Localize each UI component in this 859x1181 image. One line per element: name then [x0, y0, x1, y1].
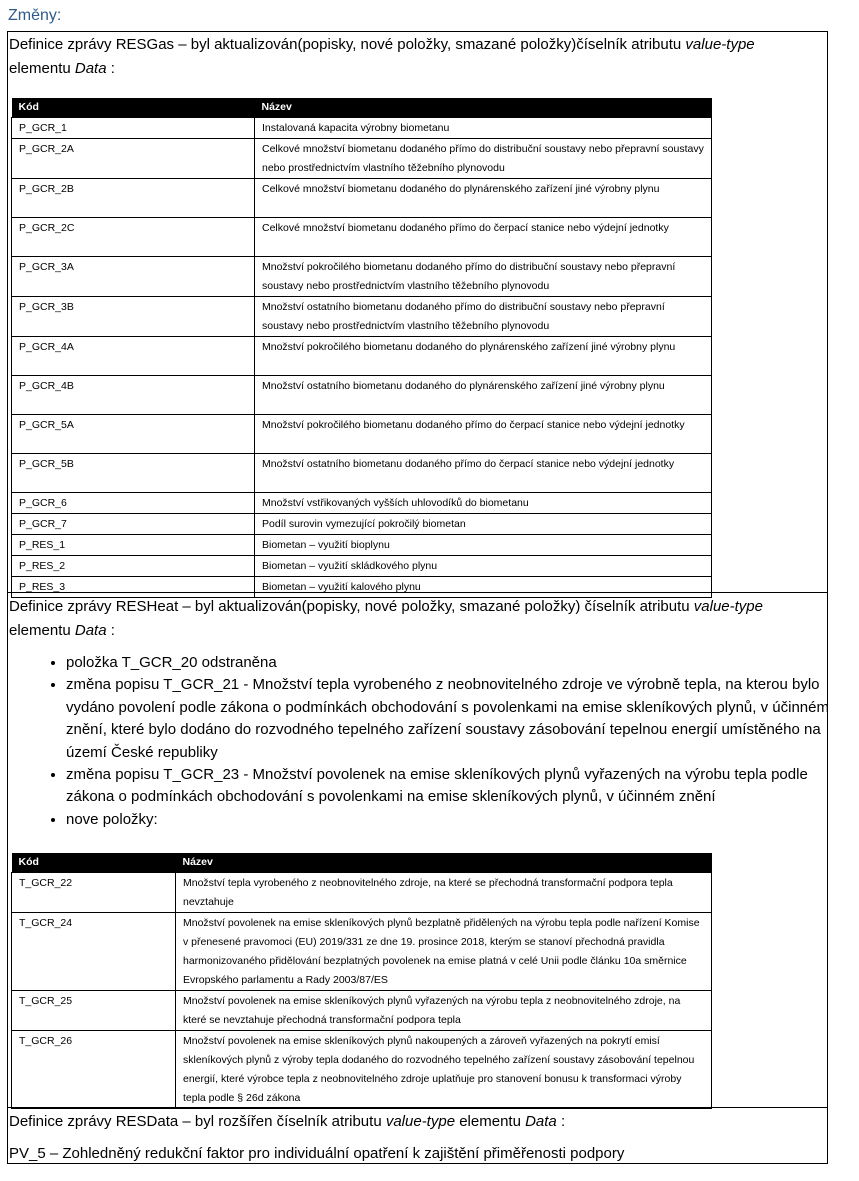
row-code: P_GCR_4A	[12, 337, 255, 376]
page-title: Změny:	[8, 7, 62, 24]
resgas-intro	[9, 33, 819, 81]
table-row	[12, 1031, 712, 1109]
resheat-code-table	[11, 853, 712, 1109]
row-code: P_GCR_5A	[12, 415, 255, 454]
row-name: Množství pokročilého biometanu dodaného do plynárenského zařízení jiné výrobny plynu	[255, 337, 712, 376]
intro-text: elementu	[9, 622, 75, 639]
row-code: P_GCR_5B	[12, 454, 255, 493]
resheat-intro	[9, 595, 819, 643]
row-code: P_GCR_3B	[12, 297, 255, 337]
intro-attribute: value-type	[385, 1113, 456, 1130]
intro-attribute: value-type	[693, 598, 763, 615]
row-name: Množství pokročilého biometanu dodaného přímo do distribuční soustavy nebo přepravní soustavy nebo prostřednictvím vlastního těžebního plynovodu	[255, 257, 712, 297]
row-code: P_RES_3	[12, 577, 255, 598]
row-code: P_GCR_4B	[12, 376, 255, 415]
resdata-intro	[9, 1110, 819, 1134]
resgas-code-table	[11, 98, 712, 598]
row-code: P_GCR_2B	[12, 179, 255, 218]
intro-text: elementu	[9, 60, 75, 77]
table-header-row	[12, 853, 712, 873]
intro-text: Definice zprávy RESHeat – byl aktualizován(popisky, nové položky, smazané položky) číselník atributu	[9, 598, 694, 615]
row-code: P_RES_1	[12, 535, 255, 556]
row-code: P_GCR_1	[12, 118, 255, 139]
row-name: Množství ostatního biometanu dodaného přímo do čerpací stanice nebo výdejní jednotky	[255, 454, 712, 493]
column-header-code: Kód	[12, 98, 255, 118]
row-name: Podíl surovin vymezující pokročilý biometan	[255, 514, 712, 535]
row-name: Množství povolenek na emise skleníkových plynů bezplatně přidělených na výrobu tepla podle nařízení Komise v přenesené pravomoci (EU) 2019/331 ze dne 19. prosince 2018, kterým se stanoví přechodná pravidla harmonizovaného přidělování bezplatných povolenek na emise platná v celé Unii podle článku 10a směrnice Evropského parlamentu a Rady 2003/87/ES	[176, 913, 712, 991]
table-row	[12, 873, 712, 913]
table-row	[12, 514, 712, 535]
row-name: Biometan – využití skládkového plynu	[255, 556, 712, 577]
row-name: Celkové množství biometanu dodaného přímo do čerpací stanice nebo výdejní jednotky	[255, 218, 712, 257]
resdata-new-item: PV_5 – Zohledněný redukční faktor pro individuální opatření k zajištění přiměřenosti podpory	[9, 1145, 625, 1162]
table-row	[12, 218, 712, 257]
row-name: Celkové množství biometanu dodaného přímo do distribuční soustavy nebo přepravní soustavy nebo prostřednictvím vlastního těžebního plynovodu	[255, 139, 712, 179]
intro-text: elementu	[455, 1113, 526, 1130]
row-name: Instalovaná kapacita výrobny biometanu	[255, 118, 712, 139]
table-row	[12, 257, 712, 297]
change-list-item: • položka T_GCR_20 odstraněna	[66, 652, 846, 674]
intro-text: :	[106, 60, 115, 77]
table-row	[12, 454, 712, 493]
row-code: T_GCR_22	[12, 873, 176, 913]
intro-text: Definice zprávy RESGas – byl aktualizován(popisky, nové položky, smazané položky)číselník atributu	[9, 36, 686, 53]
table-row	[12, 297, 712, 337]
row-code: T_GCR_26	[12, 1031, 176, 1109]
intro-element: Data	[525, 1113, 557, 1130]
table-row	[12, 556, 712, 577]
table-row	[12, 913, 712, 991]
intro-element: Data	[74, 622, 107, 639]
intro-attribute: value-type	[685, 36, 755, 53]
column-header-name: Název	[176, 853, 712, 873]
row-name: Biometan – využití bioplynu	[255, 535, 712, 556]
table-header-row	[12, 98, 712, 118]
change-list-item: • nove položky:	[66, 809, 846, 831]
row-name: Biometan – využití kalového plynu	[255, 577, 712, 598]
change-list-item: • změna popisu T_GCR_23 - Množství povolenek na emise skleníkových plynů vyřazených na výrobu tepla podle zákona o podmínkách obchodování s povolenkami na emise skleníkových plynů, v účinném znění	[66, 764, 846, 809]
row-name: Množství tepla vyrobeného z neobnovitelného zdroje, na které se přechodná transformační podpora tepla nevztahuje	[176, 873, 712, 913]
intro-text: :	[556, 1113, 566, 1130]
row-name: Množství vstřikovaných vyšších uhlovodíků do biometanu	[255, 493, 712, 514]
table-row	[12, 376, 712, 415]
table-row	[12, 139, 712, 179]
row-name: Množství ostatního biometanu dodaného do plynárenského zařízení jiné výrobny plynu	[255, 376, 712, 415]
row-name: Celkové množství biometanu dodaného do plynárenského zařízení jiné výrobny plynu	[255, 179, 712, 218]
table-row	[12, 535, 712, 556]
table-row	[12, 179, 712, 218]
row-name: Množství pokročilého biometanu dodaného přímo do čerpací stanice nebo výdejní jednotky	[255, 415, 712, 454]
table-row	[12, 337, 712, 376]
row-code: P_GCR_2A	[12, 139, 255, 179]
intro-text: Definice zprávy RESData – byl rozšířen číselník atributu	[9, 1113, 386, 1130]
row-code: P_GCR_2C	[12, 218, 255, 257]
row-code: P_RES_2	[12, 556, 255, 577]
table-row	[12, 118, 712, 139]
column-header-code: Kód	[12, 853, 176, 873]
row-code: T_GCR_24	[12, 913, 176, 991]
table-row	[12, 415, 712, 454]
row-code: P_GCR_6	[12, 493, 255, 514]
intro-text: :	[106, 622, 115, 639]
intro-element: Data	[74, 60, 107, 77]
row-code: T_GCR_25	[12, 991, 176, 1031]
column-header-name: Název	[255, 98, 712, 118]
change-list-item: • změna popisu T_GCR_21 - Množství tepla vyrobeného z neobnovitelného zdroje ve výrobně tepla, na kterou bylo vydáno povolení podle zákona o podmínkách obchodování s povolenkami na emise skleníkových plynů, v účinném znění, které bylo dodáno do rozvodného tepelného zařízení soustavy zásobování tepelnou energií umístěného na území České republiky	[66, 674, 846, 764]
row-name: Množství povolenek na emise skleníkových plynů nakoupených a zároveň vyřazených na pokrytí emisí skleníkových plynů z výroby tepla dodaného do rozvodného tepelného zařízení soustavy zásobování tepelnou energií, které výrobce tepla z neobnovitelného zdroje uplatňuje pro stanovení bonusu k transformaci výroby tepla podle § 26d zákona	[176, 1031, 712, 1109]
row-code: P_GCR_3A	[12, 257, 255, 297]
table-row	[12, 493, 712, 514]
row-name: Množství ostatního biometanu dodaného přímo do distribuční soustavy nebo přepravní soustavy nebo prostřednictvím vlastního těžebního plynovodu	[255, 297, 712, 337]
row-name: Množství povolenek na emise skleníkových plynů vyřazených na výrobu tepla z neobnovitelného zdroje, na které se nevztahuje přechodná transformační podpora tepla	[176, 991, 712, 1031]
resheat-change-list	[40, 652, 846, 831]
table-row	[12, 991, 712, 1031]
row-code: P_GCR_7	[12, 514, 255, 535]
